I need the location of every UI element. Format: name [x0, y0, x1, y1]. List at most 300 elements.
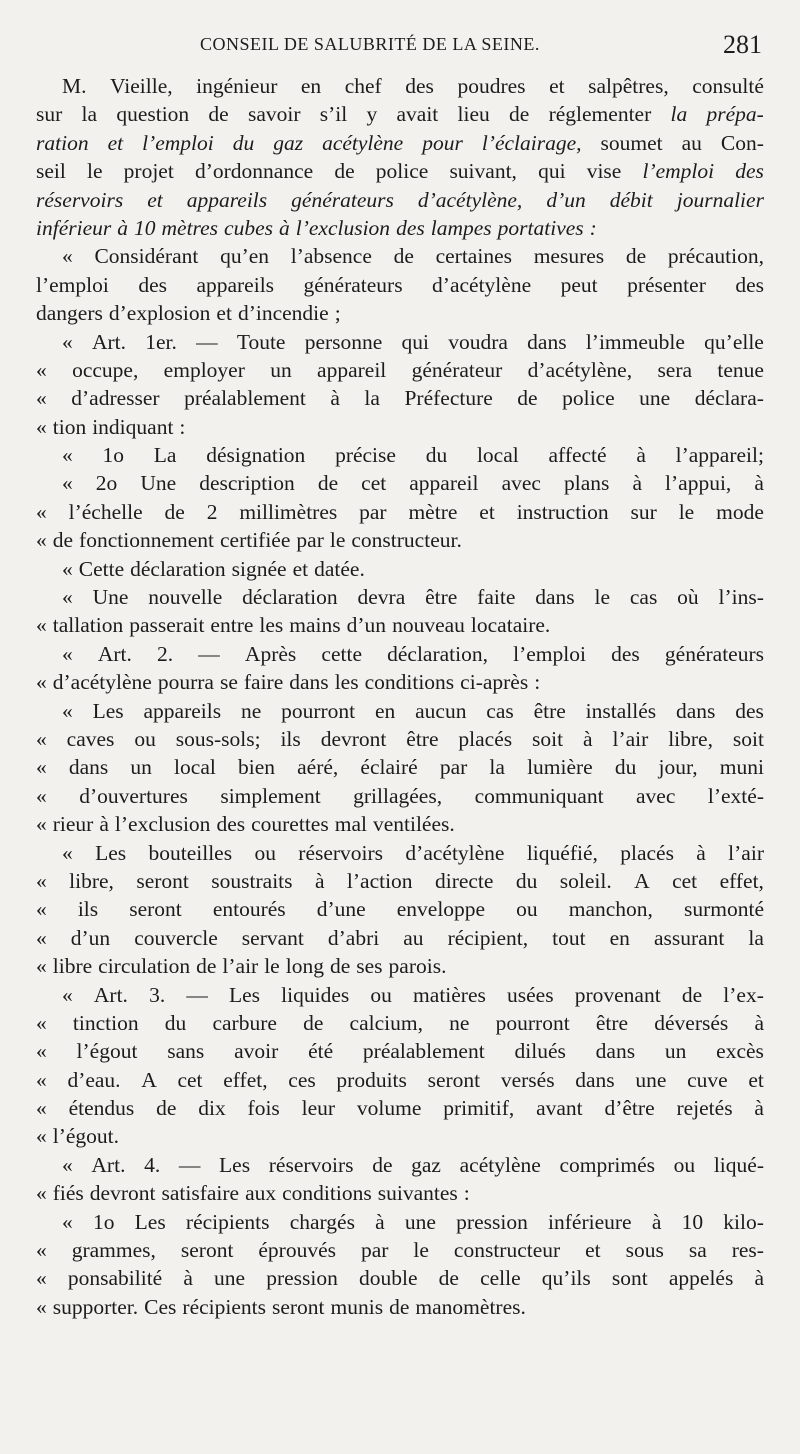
word: appelés [668, 1266, 734, 1291]
word: à [636, 443, 646, 468]
word: long [285, 954, 324, 979]
word: libre, [668, 726, 713, 751]
text-line [36, 725, 764, 753]
word: l’ex- [723, 982, 764, 1007]
word: inférieure [548, 1209, 632, 1234]
word: A [141, 1067, 157, 1092]
word: la [489, 755, 505, 780]
word: ingénieur [196, 74, 278, 98]
text-line [36, 810, 764, 838]
word: nouvelle [148, 585, 223, 610]
word: récipient, [447, 925, 529, 950]
word: question [116, 102, 190, 127]
text-line [36, 1151, 764, 1179]
word: ration [36, 130, 89, 155]
word: d’un [70, 925, 111, 950]
word: muni [719, 755, 764, 780]
text-line [36, 1264, 764, 1292]
word: enveloppe [396, 897, 486, 922]
text-line [36, 1179, 764, 1207]
word: 2 [206, 499, 218, 524]
word: préalablement [362, 1039, 485, 1064]
word: savoir [247, 102, 301, 127]
word: et [147, 187, 163, 212]
word: à [696, 840, 706, 865]
word: indiquant [92, 414, 174, 439]
word: à [754, 471, 764, 496]
word: conditions [364, 670, 455, 695]
word: devront [89, 1181, 156, 1206]
word: sous [625, 1238, 664, 1263]
word: personne [304, 329, 383, 354]
word: salpêtres, [588, 74, 669, 98]
text-line [36, 72, 764, 100]
word: pourront [495, 1010, 570, 1035]
word: Les [92, 698, 124, 723]
word: d’être [604, 1096, 655, 1121]
word: avec [501, 471, 541, 496]
word: « [62, 471, 73, 496]
text-line [36, 1208, 764, 1236]
word: à [754, 1010, 764, 1035]
word: Les [219, 1152, 251, 1177]
word: et [107, 130, 124, 155]
word: plans [564, 471, 610, 496]
word: à [754, 1096, 764, 1121]
word: constructeur. [351, 528, 462, 553]
word: de [372, 1152, 393, 1177]
word: de [389, 1294, 410, 1319]
word: déclaration [130, 556, 226, 581]
word: Les [228, 982, 261, 1007]
word: pression [456, 1209, 528, 1234]
word: ou [370, 982, 392, 1007]
text-line [36, 384, 764, 412]
word: volume [356, 1096, 422, 1121]
word: circulation [98, 954, 191, 979]
word: M. [62, 74, 87, 98]
running-title: CONSEIL DE SALUBRITÉ DE LA SEINE. [200, 34, 540, 54]
word: installés [585, 698, 657, 723]
word: faire [243, 670, 284, 695]
word: par [296, 528, 324, 553]
word: Préfecture [404, 386, 493, 411]
word: été [308, 1039, 334, 1064]
word: « [62, 641, 73, 666]
word: « [36, 925, 47, 950]
word: réservoirs [268, 1152, 354, 1177]
word: directe [434, 868, 494, 893]
word: constructeur [453, 1238, 561, 1263]
word: voudra [448, 329, 508, 354]
word: « [36, 1096, 47, 1121]
word: un [664, 1039, 687, 1064]
word: d’acétylène [52, 670, 152, 695]
word: inférieur [36, 215, 112, 240]
word: l’emploi [513, 641, 586, 666]
word: avant [536, 1096, 583, 1121]
word: portatives [497, 215, 584, 240]
text-line [36, 328, 764, 356]
text-line [36, 583, 764, 611]
word: réservoirs [36, 187, 124, 212]
text-line [36, 441, 764, 469]
word: — [186, 982, 208, 1007]
text-line [36, 413, 764, 441]
word: datée. [314, 556, 365, 581]
word: en [374, 698, 396, 723]
word: « [36, 1010, 47, 1035]
word: manomètres. [415, 1294, 526, 1319]
word: en [300, 74, 322, 98]
word: description [199, 471, 295, 496]
word: signée [231, 556, 287, 581]
word: cet [672, 868, 698, 893]
word: du [232, 130, 255, 155]
text-line [36, 469, 764, 497]
word: le [329, 528, 346, 553]
word: en [609, 925, 630, 950]
word: à [651, 1209, 662, 1234]
word: « [36, 812, 47, 837]
word: l’air [728, 840, 764, 865]
word: l’exclusion [114, 812, 211, 837]
word: instruction [516, 499, 609, 524]
body-text [36, 72, 764, 1321]
word: kilo- [723, 1209, 764, 1234]
word: « [36, 954, 47, 979]
word: 1o [92, 1209, 115, 1234]
word: éprouvés [258, 1238, 337, 1263]
word: une [639, 386, 671, 411]
word: des [216, 812, 246, 837]
word: assurant [653, 925, 725, 950]
word: « [36, 1238, 47, 1263]
word: « [36, 499, 47, 524]
text-line [36, 697, 764, 725]
text-line [36, 640, 764, 668]
word: s’il [319, 102, 348, 127]
word: ils [77, 897, 99, 922]
word: Toute [236, 329, 286, 354]
word: y [366, 102, 378, 127]
word: parois. [388, 954, 447, 979]
word: appareil [409, 471, 479, 496]
text-line [36, 1122, 764, 1150]
word: manchon, [568, 897, 653, 922]
word: 2. [157, 641, 174, 666]
word: à [99, 812, 109, 837]
word: seront [427, 1067, 481, 1092]
word: provenant [574, 982, 661, 1007]
word: déclaration [242, 585, 338, 610]
word: certaines [435, 244, 512, 269]
word: d’un [546, 187, 586, 212]
word: ne [240, 698, 262, 723]
text-line [36, 214, 764, 242]
word: les [259, 613, 284, 638]
text-line [36, 1293, 764, 1321]
word: Après [244, 641, 297, 666]
word: générateurs [303, 272, 403, 297]
word: de [52, 528, 74, 553]
word: « [36, 528, 47, 553]
word: d’ordonnance [194, 159, 314, 184]
word: de [393, 244, 414, 269]
word: vise [586, 159, 622, 184]
word: ; [334, 301, 341, 326]
word: grillagées, [353, 783, 443, 808]
text-line [36, 952, 764, 980]
word: suivant, [449, 159, 517, 184]
text-line [36, 753, 764, 781]
word: soit [532, 726, 564, 751]
word: A [634, 868, 650, 893]
text-line [36, 1094, 764, 1122]
word: la [364, 386, 380, 411]
word: du [614, 755, 637, 780]
word: des [138, 272, 167, 297]
text-line [36, 668, 764, 696]
text-line [36, 981, 764, 1009]
text-line [36, 186, 764, 214]
text-line [36, 1037, 764, 1065]
word: l’absence [290, 244, 372, 269]
word: mètre [408, 499, 458, 524]
word: ils [280, 726, 301, 751]
word: à [754, 1266, 764, 1291]
word: certifiée [219, 528, 291, 553]
word: effet, [719, 868, 764, 893]
word: « [62, 329, 73, 354]
word: et [216, 301, 232, 326]
word: avec [636, 783, 676, 808]
word: de [334, 159, 355, 184]
word: déclaration, [387, 641, 488, 666]
word: entre [210, 613, 254, 638]
word: des [611, 641, 640, 666]
word: Une [140, 471, 177, 496]
word: cuve [687, 1067, 728, 1092]
word: pour [422, 130, 463, 155]
word: sur [630, 499, 657, 524]
word: effet, [223, 1067, 268, 1092]
word: tinction [72, 1010, 139, 1035]
word: présenter [627, 272, 706, 297]
word: millimètres [239, 499, 338, 524]
word: Les [134, 1209, 166, 1234]
word: déversés [654, 1010, 729, 1035]
word: poudres [457, 74, 526, 98]
word: 2o [95, 471, 118, 496]
word: dilués [514, 1039, 566, 1064]
text-line [36, 498, 764, 526]
word: du [164, 1010, 187, 1035]
word: l’égout. [52, 1124, 120, 1149]
word: — [196, 329, 218, 354]
word: primitif, [443, 1096, 515, 1121]
word: du [515, 868, 538, 893]
text-line [36, 1009, 764, 1037]
text-line [36, 839, 764, 867]
word: lumière [527, 755, 593, 780]
word: appareils [186, 187, 268, 212]
word: l’exté- [707, 783, 764, 808]
word: dans [289, 670, 329, 695]
word: appareils [196, 272, 275, 297]
word: « [62, 698, 73, 723]
word: générateur [411, 357, 503, 382]
word: entourés [212, 897, 286, 922]
word: « [36, 1067, 47, 1092]
word: réglementer [548, 102, 652, 127]
text-line [36, 1066, 764, 1094]
word: rejetés [676, 1096, 733, 1121]
text-line [36, 271, 764, 299]
word: générateurs [664, 641, 764, 666]
word: calcium, [349, 1010, 423, 1035]
word: tenue [717, 357, 764, 382]
word: d’eau. [67, 1067, 121, 1092]
word: d’acétylène [405, 840, 505, 865]
text-line [36, 555, 764, 583]
word: fiés [52, 1181, 84, 1206]
word: du [425, 443, 448, 468]
text-line [36, 924, 764, 952]
word: « [36, 897, 47, 922]
word: 3. [149, 982, 166, 1007]
word: pourra [157, 670, 214, 695]
word: supporter. [52, 1294, 139, 1319]
word: « [36, 868, 47, 893]
word: lampes [430, 215, 492, 240]
word: grammes, [71, 1238, 156, 1263]
word: et [748, 1067, 764, 1092]
word: local [174, 755, 216, 780]
word: être [533, 698, 566, 723]
word: d’explosion [108, 301, 211, 326]
word: soustraits [211, 868, 293, 893]
word: faite [477, 585, 516, 610]
word: ou [516, 897, 538, 922]
word: « [36, 783, 47, 808]
word: ne [449, 1010, 470, 1035]
word: placés [458, 726, 513, 751]
word: mains [289, 613, 341, 638]
word: chef [344, 74, 382, 98]
word: l’éclairage, [481, 130, 582, 155]
word: affecté [548, 443, 607, 468]
text-line [36, 895, 764, 923]
word: soleil. [559, 868, 612, 893]
word: l’appui, [665, 471, 732, 496]
word: « [62, 556, 73, 581]
word: des [735, 159, 764, 184]
word: de [517, 386, 538, 411]
word: gaz [273, 130, 304, 155]
word: au [403, 925, 424, 950]
word: d’ouvertures [79, 783, 188, 808]
word: produits [336, 1067, 407, 1092]
word: des [735, 272, 764, 297]
word: pourront [281, 698, 356, 723]
word: le [413, 1238, 429, 1263]
word: la [748, 925, 764, 950]
word: débit [609, 187, 653, 212]
word: seront [180, 1238, 234, 1263]
word: versés [500, 1067, 555, 1092]
text-line [36, 129, 764, 157]
word: être [595, 1010, 629, 1035]
word: tallation [52, 613, 124, 638]
word: matières [413, 982, 486, 1007]
word: mode [716, 499, 764, 524]
word: « [36, 1181, 47, 1206]
running-header [0, 30, 800, 64]
word: l’action [346, 868, 413, 893]
text-line [36, 782, 764, 810]
word: l’exclusion [295, 215, 391, 240]
word: aéré, [297, 755, 339, 780]
word: Art. [93, 982, 128, 1007]
word: les [334, 670, 359, 695]
word: l’emploi [142, 130, 214, 155]
text-line [36, 157, 764, 185]
word: et [585, 1238, 601, 1263]
word: 1o [102, 443, 124, 468]
word: ces [288, 1067, 316, 1092]
word: cet [361, 471, 387, 496]
word: excès [716, 1039, 764, 1064]
word: devra [357, 585, 406, 610]
word: des [735, 698, 764, 723]
word: un [270, 357, 292, 382]
word: par [360, 1238, 389, 1263]
word: dans [68, 755, 109, 780]
word: réservoirs [298, 840, 384, 865]
word: communiquant [474, 783, 604, 808]
word: cet [177, 1067, 203, 1092]
word: de [438, 1266, 459, 1291]
word: cubes [224, 215, 273, 240]
word: la [670, 102, 688, 127]
word: et [549, 74, 565, 98]
word: à [314, 868, 325, 893]
word: « [36, 613, 47, 638]
word: de [317, 471, 339, 496]
word: consulté [692, 74, 764, 98]
word: sa [688, 1238, 707, 1263]
word: satisfaire [161, 1181, 240, 1206]
word: à [117, 215, 128, 240]
word: nouveau [392, 613, 465, 638]
word: générateurs [291, 187, 394, 212]
text-line [36, 242, 764, 270]
word: Une [92, 585, 129, 610]
word: seront [129, 897, 182, 922]
word: d’incendie [237, 301, 329, 326]
word: de [509, 102, 530, 127]
word: récipients [182, 1294, 266, 1319]
word: et [292, 556, 309, 581]
word: l’échelle [68, 499, 143, 524]
word: éclairé [360, 755, 418, 780]
word: de [208, 102, 229, 127]
word: où [677, 585, 699, 610]
word: ses [356, 954, 383, 979]
word: Ces [144, 1294, 177, 1319]
word: « [62, 244, 73, 269]
